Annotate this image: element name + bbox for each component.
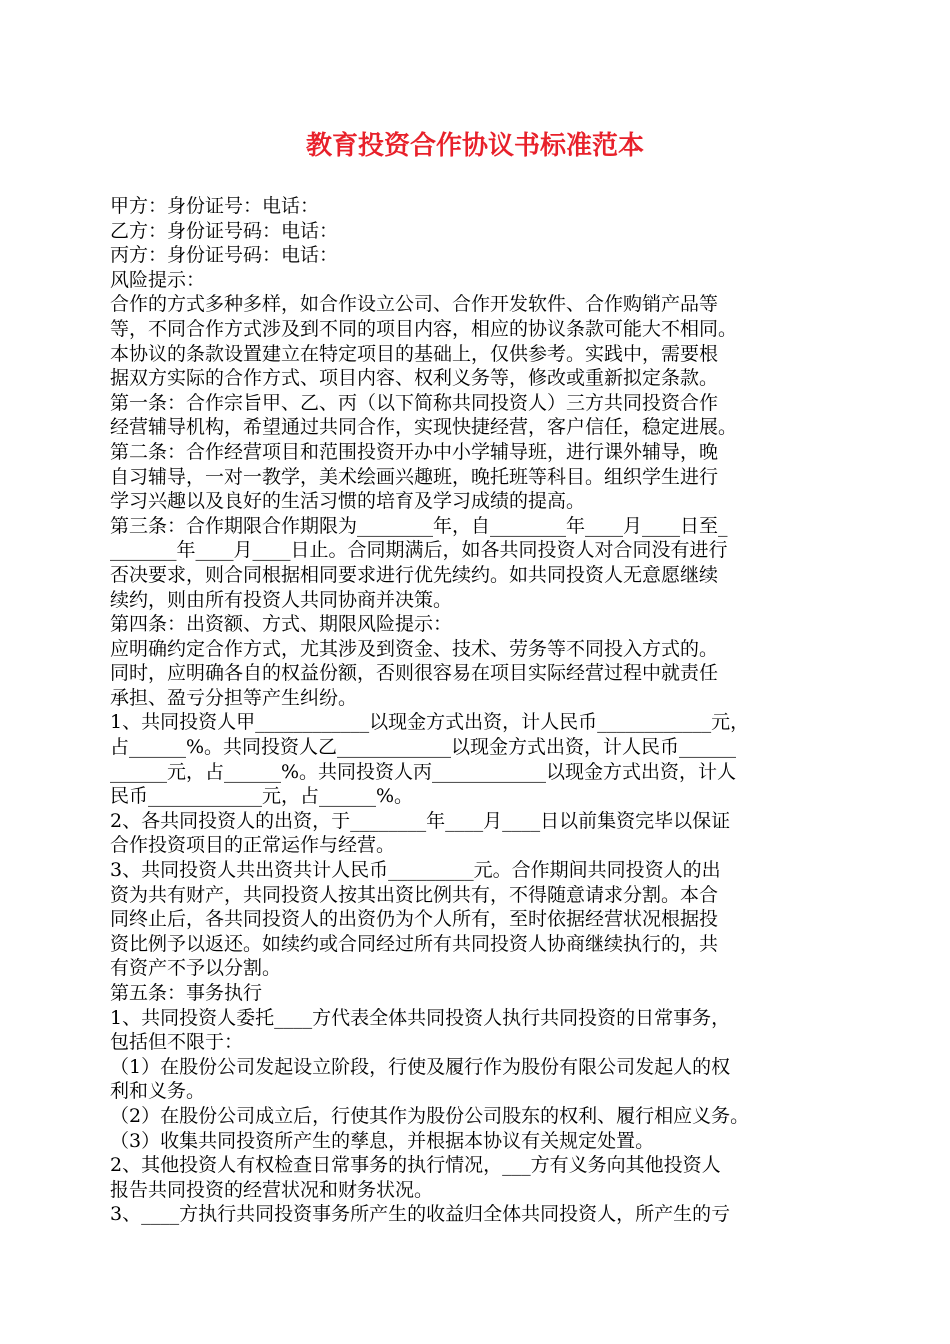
text-line: 承担、盈亏分担等产生纠纷。	[110, 686, 358, 709]
text-line: 本协议的条款设置建立在特定项目的基础上，仅供参考。实践中，需要根	[110, 342, 719, 365]
text-line: 第一条：合作宗旨甲、乙、丙（以下简称共同投资人）三方共同投资合作	[110, 391, 719, 414]
text-line: 3、____方执行共同投资事务所产生的收益归全体共同投资人，所产生的亏	[110, 1203, 731, 1226]
text-line: （2）在股份公司成立后，行使其作为股份公司股东的权利、履行相应义务。	[110, 1104, 750, 1127]
text-line: 合作投资项目的正常运作与经营。	[110, 834, 396, 857]
text-line: 第四条：出资额、方式、期限风险提示：	[110, 613, 453, 636]
text-line: 2、其他投资人有权检查日常事务的执行情况，___方有义务向其他投资人	[110, 1154, 721, 1177]
text-line: 资比例予以返还。如续约或合同经过所有共同投资人协商继续执行的，共	[110, 932, 719, 955]
text-line: 据双方实际的合作方式、项目内容、权利义务等，修改或重新拟定条款。	[110, 367, 719, 390]
text-line: 3、共同投资人共出资共计人民币_________元。合作期间共同投资人的出	[110, 859, 721, 882]
text-line: 2、各共同投资人的出资，于________年____月____日以前集资完毕以保证	[110, 809, 731, 832]
text-line: （1）在股份公司发起设立阶段，行使及履行作为股份有限公司发起人的权	[110, 1055, 731, 1078]
document-title: 教育投资合作协议书标准范本	[305, 131, 644, 161]
text-line: 利和义务。	[110, 1080, 206, 1103]
text-line: 包括但不限于：	[110, 1031, 244, 1054]
text-line: 1、共同投资人甲____________以现金方式出资，计人民币____________元，	[110, 711, 750, 734]
text-line: 否决要求，则合同根据相同要求进行优先续约。如共同投资人无意愿继续	[110, 563, 719, 586]
text-line: 有资产不予以分割。	[110, 957, 282, 980]
text-line: 经营辅导机构，希望通过共同合作，实现快捷经营，客户信任，稳定进展。	[110, 416, 738, 439]
text-line: 资为共有财产，共同投资人按其出资比例共有，不得随意请求分割。本合	[110, 883, 719, 906]
text-line: 应明确约定合作方式，尤其涉及到资金、技术、劳务等不同投入方式的。	[110, 637, 719, 660]
text-line: 续约，则由所有投资人共同协商并决策。	[110, 588, 453, 611]
text-line: ______元，占______%。共同投资人丙____________以现金方式出资，计人	[110, 760, 737, 783]
text-line: 甲方：身份证号：电话：	[110, 195, 320, 217]
text-line: 同终止后，各共同投资人的出资仍为个人所有，至时依据经营状况根据投	[110, 908, 719, 931]
text-line: 第五条：事务执行	[110, 982, 263, 1004]
document-body	[110, 194, 848, 1227]
text-line: _______年____月____日止。合同期满后，如各共同投资人对合同没有进行	[110, 539, 728, 562]
text-line: 民币____________元，占______%。	[110, 785, 414, 808]
text-line: 1、共同投资人委托____方代表全体共同投资人执行共同投资的日常事务，	[110, 1006, 731, 1029]
text-line: 等，不同合作方式涉及到不同的项目内容，相应的协议条款可能大不相同。	[110, 317, 738, 340]
text-line: 乙方：身份证号码：电话：	[110, 219, 339, 242]
text-line: 报告共同投资的经营状况和财务状况。	[110, 1178, 434, 1201]
text-line: 第三条：合作期限合作期限为________年，自________年____月____日至_	[110, 514, 728, 537]
text-line: （3）收集共同投资所产生的孳息，并根据本协议有关规定处置。	[110, 1129, 655, 1152]
text-line: 自习辅导，一对一教学，美术绘画兴趣班，晚托班等科目。组织学生进行	[110, 465, 719, 488]
text-line: 风险提示：	[110, 268, 206, 291]
text-line: 第二条：合作经营项目和范围投资开办中小学辅导班，进行课外辅导，晚	[110, 440, 719, 463]
text-line: 合作的方式多种多样，如合作设立公司、合作开发软件、合作购销产品等	[110, 293, 719, 316]
text-line: 同时，应明确各自的权益份额，否则很容易在项目实际经营过程中就责任	[110, 662, 719, 685]
text-line: 学习兴趣以及良好的生活习惯的培育及学习成绩的提高。	[110, 490, 586, 513]
text-line: 占______%。共同投资人乙____________以现金方式出资，计人民币______	[110, 736, 737, 759]
text-line: 丙方：身份证号码：电话：	[110, 244, 339, 267]
